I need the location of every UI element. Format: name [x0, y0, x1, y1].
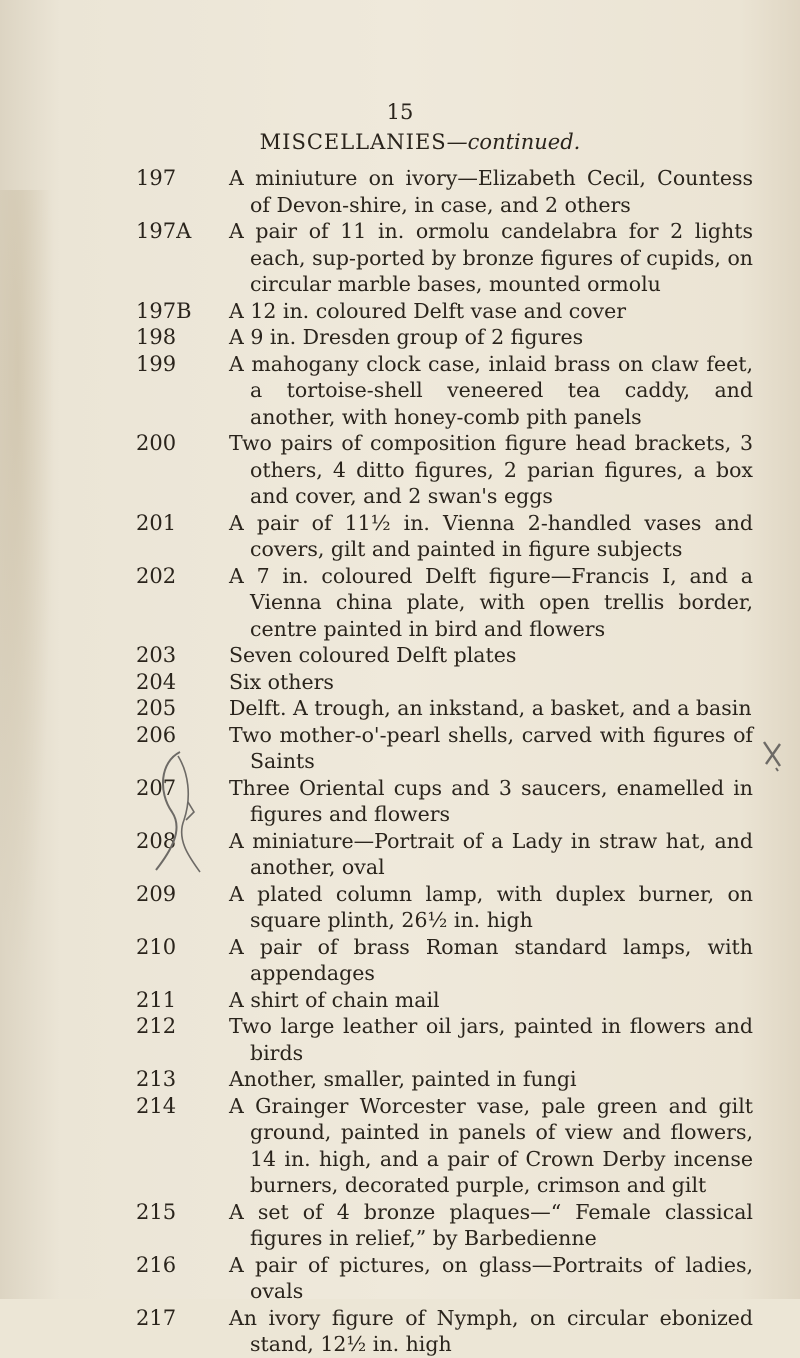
lot-number: 197: [136, 166, 177, 190]
lot-number: 213: [136, 1067, 177, 1091]
lot-number: 210: [136, 934, 177, 959]
lot-description: A 12 in. coloured Delft vase and cover: [229, 298, 627, 323]
lot-number: 200: [136, 431, 177, 455]
lot-entry: [0, 430, 800, 510]
lot-description: Two mother-o'-pearl shells, carved with figures of Saints: [229, 722, 753, 773]
lot-entry: [0, 351, 800, 431]
lot-entry: [0, 934, 800, 987]
lot-number: 199: [136, 351, 177, 376]
section-title-text: MISCELLANIES: [259, 130, 447, 154]
lot-description: Seven coloured Delft plates: [229, 643, 517, 667]
lot-number: 197B: [136, 298, 192, 323]
lot-description: A mahogany clock case, inlaid brass on claw feet, a tortoise-shell veneered tea caddy, and another, with honey-comb pith panels: [229, 351, 753, 429]
lot-entry: [0, 1252, 800, 1305]
lot-entry: [0, 828, 800, 881]
lot-number: 198: [136, 325, 177, 349]
lot-number: 217: [136, 1305, 177, 1330]
lot-number: 216: [136, 1252, 177, 1277]
lot-entry: [0, 669, 800, 696]
lot-number: 201: [136, 510, 177, 535]
lot-description: A pair of 11 in. ormolu candelabra for 2 lights each, sup-ported by bronze figures of cupids, on circular marble bases, mounted ormolu: [229, 219, 753, 296]
lot-description: A miniuture on ivory—Elizabeth Cecil, Countess of Devon-shire, in case, and 2 others: [229, 166, 753, 217]
lot-entry: [0, 987, 800, 1014]
pencil-bracket-icon: [150, 742, 230, 882]
lot-number: 203: [136, 643, 177, 667]
lot-description: A 9 in. Dresden group of 2 figures: [229, 325, 584, 349]
lot-entry: [0, 1199, 800, 1252]
lot-number: 206: [136, 722, 177, 747]
lot-entry: [0, 218, 800, 298]
section-title-suffix: —continued.: [446, 130, 581, 154]
lot-description: Two large leather oil jars, painted in flowers and birds: [229, 1014, 753, 1065]
lot-entry: [0, 1013, 800, 1066]
lot-description: Two pairs of composition figure head brackets, 3 others, 4 ditto figures, 2 parian figures, a box and cover, and 2 swan's eggs: [229, 431, 753, 508]
lot-entry: [0, 165, 800, 218]
lot-number: 212: [136, 1014, 177, 1038]
pencil-cross-icon: [758, 738, 788, 772]
lot-number: 205: [136, 696, 177, 720]
lot-description: A miniature—Portrait of a Lady in straw hat, and another, oval: [229, 828, 753, 879]
lot-entry: [0, 722, 800, 775]
lot-description: Six others: [229, 669, 334, 694]
lot-entry: [0, 298, 800, 325]
lot-description: A plated column lamp, with duplex burner, on square plinth, 26½ in. high: [229, 881, 753, 932]
section-title: [110, 130, 730, 154]
lot-entry: [0, 642, 800, 669]
lot-entry: [0, 881, 800, 934]
lot-number: 207: [136, 775, 177, 800]
lot-entry: [0, 563, 800, 643]
lot-entry: [0, 324, 800, 351]
lot-description: A shirt of chain mail: [229, 987, 440, 1012]
lot-description: Delft. A trough, an inkstand, a basket, and a basin: [229, 696, 752, 720]
page-number: 15: [386, 100, 414, 124]
lot-entry: [0, 775, 800, 828]
lot-entry: [0, 1305, 800, 1358]
lot-number: 208: [136, 828, 177, 853]
lot-entry: [0, 695, 800, 722]
lot-description: A Grainger Worcester vase, pale green and gilt ground, painted in panels of view and flowers, 14 in. high, and a pair of Crown Derby incense burners, decorated purple, crimson and gilt: [229, 1093, 753, 1197]
lot-description: An ivory figure of Nymph, on circular ebonized stand, 12½ in. high: [229, 1305, 753, 1356]
lot-entry: [0, 510, 800, 563]
lot-description: A pair of 11½ in. Vienna 2-handled vases and covers, gilt and painted in figure subjects: [229, 510, 753, 561]
lot-number: 214: [136, 1093, 177, 1118]
lot-description: A set of 4 bronze plaques—“ Female classical figures in relief,” by Barbedienne: [229, 1199, 753, 1250]
lot-number: 204: [136, 669, 177, 694]
lot-list: [0, 165, 800, 1358]
lot-number: 209: [136, 881, 177, 906]
lot-number: 215: [136, 1199, 177, 1224]
lot-description: Three Oriental cups and 3 saucers, enamelled in figures and flowers: [229, 775, 753, 826]
lot-number: 211: [136, 987, 177, 1012]
lot-entry: [0, 1093, 800, 1199]
lot-number: 197A: [136, 219, 192, 243]
lot-description: A pair of brass Roman standard lamps, with appendages: [229, 934, 753, 985]
lot-number: 202: [136, 563, 177, 588]
lot-entry: [0, 1066, 800, 1093]
lot-description: A 7 in. coloured Delft figure—Francis I, and a Vienna china plate, with open trellis border, centre painted in bird and flowers: [229, 563, 753, 641]
lot-description: Another, smaller, painted in fungi: [229, 1067, 577, 1091]
lot-description: A pair of pictures, on glass—Portraits of ladies, ovals: [229, 1252, 753, 1303]
